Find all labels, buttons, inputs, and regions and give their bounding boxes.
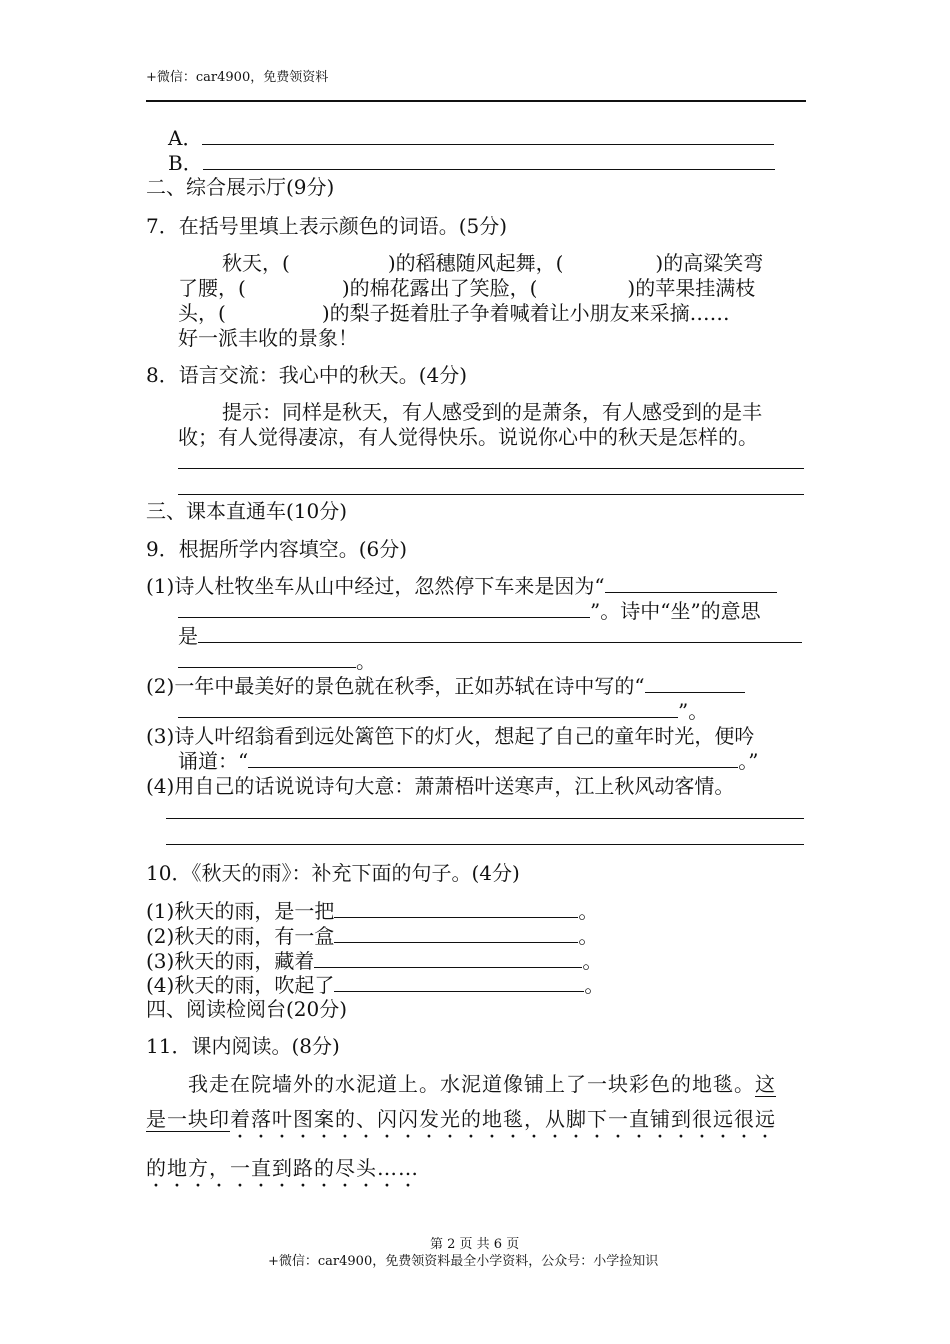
q7-text: 秋天，( xyxy=(222,251,290,275)
header-rule xyxy=(146,100,806,102)
header-note: +微信：car4900，免费领资料 xyxy=(146,70,329,85)
q10-blank-4[interactable] xyxy=(334,973,584,992)
emphasis-char: 闪 xyxy=(398,1107,419,1131)
emphasis-char: ， · xyxy=(209,1156,230,1180)
q10-text: (4)秋天的雨，吹起了 xyxy=(146,973,335,997)
q10-item-3 xyxy=(146,949,602,973)
q9-1-text: (1)诗人杜牧坐车从山中经过，忽然停下车来是因为“ xyxy=(146,574,605,598)
q7-text: )的稻穗随风起舞，( xyxy=(387,251,564,275)
q9-1-line-1 xyxy=(146,574,777,598)
q9-3-line-1: (3)诗人叶绍翁看到远处篱笆下的灯火，想起了自己的童年时光，便吟 xyxy=(146,724,755,748)
choice-b-label: B． xyxy=(168,151,203,175)
q10-text: 。 xyxy=(578,924,599,948)
q10-text: 。 xyxy=(582,949,603,973)
emphasis-char: 路 xyxy=(293,1156,314,1180)
q9-2-text: ”。 xyxy=(678,699,709,723)
q7-line-2 xyxy=(178,276,755,300)
q8-answer-line-1[interactable] xyxy=(178,468,804,469)
section-4-title: 四、阅读检阅台(20分) xyxy=(146,997,348,1021)
q9-3-text: 。” xyxy=(738,749,759,773)
q10-blank-3[interactable] xyxy=(314,949,582,968)
q9-1-blank-2[interactable] xyxy=(178,599,590,618)
q9-1-blank-4[interactable] xyxy=(178,649,356,668)
emphasis-char: 的 xyxy=(314,1156,335,1180)
emphasis-char: 远 xyxy=(755,1107,776,1131)
q9-4-line: (4)用自己的话说说诗句大意：萧萧梧叶送寒声，江上秋风动客情。 xyxy=(146,774,735,798)
emphasis-char: 图 xyxy=(293,1107,314,1131)
q9-1-text: ”。诗中“坐”的意思 xyxy=(590,599,761,623)
emphasis-char: 案 xyxy=(314,1107,335,1131)
emphasis-char: 头 xyxy=(356,1156,377,1180)
emphasis-char: 铺 xyxy=(650,1107,671,1131)
q9-3-text: 诵道：“ xyxy=(178,749,249,773)
section-3-title: 三、课本直通车(10分) xyxy=(146,499,348,523)
q11-passage-line-3 xyxy=(146,1156,419,1180)
q10-item-1 xyxy=(146,899,598,923)
emphasis-char: 地 xyxy=(482,1107,503,1131)
q11-dotted-text xyxy=(230,1107,776,1131)
emphasis-char: 方 xyxy=(188,1156,209,1180)
q9-title: 9．根据所学内容填空。(6分) xyxy=(146,537,408,561)
q9-1-blank-3[interactable] xyxy=(198,624,802,643)
emphasis-char: 下 xyxy=(587,1107,608,1131)
choice-a-blank[interactable] xyxy=(202,126,774,145)
q10-text: (2)秋天的雨，有一盒 xyxy=(146,924,335,948)
emphasis-char: … · xyxy=(398,1156,419,1180)
emphasis-char: 落 xyxy=(251,1107,272,1131)
emphasis-char: 发 xyxy=(419,1107,440,1131)
q7-line-4: 好一派丰收的景象！ xyxy=(178,326,358,350)
q9-1-blank-1[interactable] xyxy=(605,574,777,593)
emphasis-char: 地 xyxy=(167,1156,188,1180)
q8-answer-line-2[interactable] xyxy=(178,494,804,495)
q7-text: )的梨子挺着肚子争着喊着让小朋友来采摘…… xyxy=(321,301,730,325)
emphasis-char: 的 xyxy=(461,1107,482,1131)
q7-text: )的高粱笑弯 xyxy=(655,251,764,275)
emphasis-char: 从 xyxy=(545,1107,566,1131)
emphasis-char: 脚 xyxy=(566,1107,587,1131)
emphasis-char: 光 xyxy=(440,1107,461,1131)
q10-text: (3)秋天的雨，藏着 xyxy=(146,949,315,973)
q7-title: 7．在括号里填上表示颜色的词语。(5分) xyxy=(146,214,508,238)
q9-2-line-1 xyxy=(146,674,745,698)
q11-underlined-text: 是一块印 xyxy=(146,1107,230,1131)
emphasis-char: 到 xyxy=(671,1107,692,1131)
q9-1-line-2 xyxy=(178,599,761,623)
emphasis-char: 着 xyxy=(230,1107,251,1131)
q10-text: (1)秋天的雨，是一把 xyxy=(146,899,335,923)
emphasis-char: 、 · xyxy=(356,1107,377,1131)
q11-dotted-text xyxy=(146,1156,419,1180)
q9-1-line-4 xyxy=(178,649,376,673)
emphasis-char: 直 xyxy=(251,1156,272,1180)
choice-a-label: A． xyxy=(168,126,203,150)
emphasis-char: 一 xyxy=(230,1156,251,1180)
q9-4-answer-line-1[interactable] xyxy=(166,818,804,819)
q10-text: 。 xyxy=(584,973,605,997)
q10-blank-2[interactable] xyxy=(334,924,578,943)
footer-note: +微信：car4900，免费领资料最全小学资料，公众号：小学捡知识 xyxy=(268,1254,659,1269)
q7-text: )的苹果挂满枝 xyxy=(627,276,756,300)
q9-3-blank[interactable] xyxy=(248,749,738,768)
emphasis-char: 一 xyxy=(608,1107,629,1131)
emphasis-char: ， · xyxy=(524,1107,545,1131)
emphasis-char: 毯 xyxy=(503,1107,524,1131)
q11-passage-line-2 xyxy=(146,1107,776,1131)
q9-2-line-2 xyxy=(178,699,708,723)
q7-line-1 xyxy=(222,251,763,275)
q10-text: 。 xyxy=(578,899,599,923)
q7-text: 了腰，( xyxy=(178,276,246,300)
choice-a xyxy=(168,126,774,150)
emphasis-char: 远 xyxy=(713,1107,734,1131)
emphasis-char: 直 xyxy=(629,1107,650,1131)
q9-1-line-3 xyxy=(178,624,802,648)
emphasis-char: 很 xyxy=(734,1107,755,1131)
emphasis-char: 很 xyxy=(692,1107,713,1131)
q9-2-blank-2[interactable] xyxy=(178,699,678,718)
q9-1-text: 。 xyxy=(356,649,376,673)
q10-item-4 xyxy=(146,973,604,997)
q11-underlined-text: 这 xyxy=(755,1072,776,1096)
q9-4-answer-line-2[interactable] xyxy=(166,844,804,845)
emphasis-char: … · xyxy=(377,1156,398,1180)
choice-b-blank[interactable] xyxy=(203,151,775,170)
q8-prompt-line-2: 收；有人觉得凄凉，有人觉得快乐。说说你心中的秋天是怎样的。 xyxy=(178,425,758,449)
q11-passage-line-1 xyxy=(188,1072,776,1096)
q9-2-text: (2)一年中最美好的景色就在秋季，正如苏轼在诗中写的“ xyxy=(146,674,645,698)
section-2-title: 二、综合展示厅(9分) xyxy=(146,175,335,199)
q7-text: )的棉花露出了笑脸，( xyxy=(341,276,538,300)
q9-2-blank-1[interactable] xyxy=(645,674,745,693)
q10-item-2 xyxy=(146,924,598,948)
q8-prompt-line-1: 提示：同样是秋天，有人感受到的是萧条，有人感受到的是丰 xyxy=(222,400,762,424)
q10-blank-1[interactable] xyxy=(334,899,578,918)
q10-title: 10．《秋天的雨》：补充下面的句子。(4分) xyxy=(146,861,520,885)
q11-title: 11．课内阅读。(8分) xyxy=(146,1034,340,1058)
choice-b xyxy=(168,151,775,175)
emphasis-char: 叶 xyxy=(272,1107,293,1131)
q9-1-text: 是 xyxy=(178,624,198,648)
q8-title: 8．语言交流：我心中的秋天。(4分) xyxy=(146,363,468,387)
page-number: 第 2 页 共 6 页 xyxy=(430,1237,520,1252)
q11-passage-text: 我走在院墙外的水泥道上。水泥道像铺上了一块彩色的地毯。 xyxy=(188,1072,755,1096)
emphasis-char: 的 xyxy=(335,1107,356,1131)
emphasis-char: 尽 xyxy=(335,1156,356,1180)
q7-line-3 xyxy=(178,301,730,325)
emphasis-char: 的 xyxy=(146,1156,167,1180)
emphasis-char: 到 xyxy=(272,1156,293,1180)
emphasis-char: 闪 xyxy=(377,1107,398,1131)
q9-3-line-2 xyxy=(178,749,758,773)
q7-text: 头，( xyxy=(178,301,226,325)
